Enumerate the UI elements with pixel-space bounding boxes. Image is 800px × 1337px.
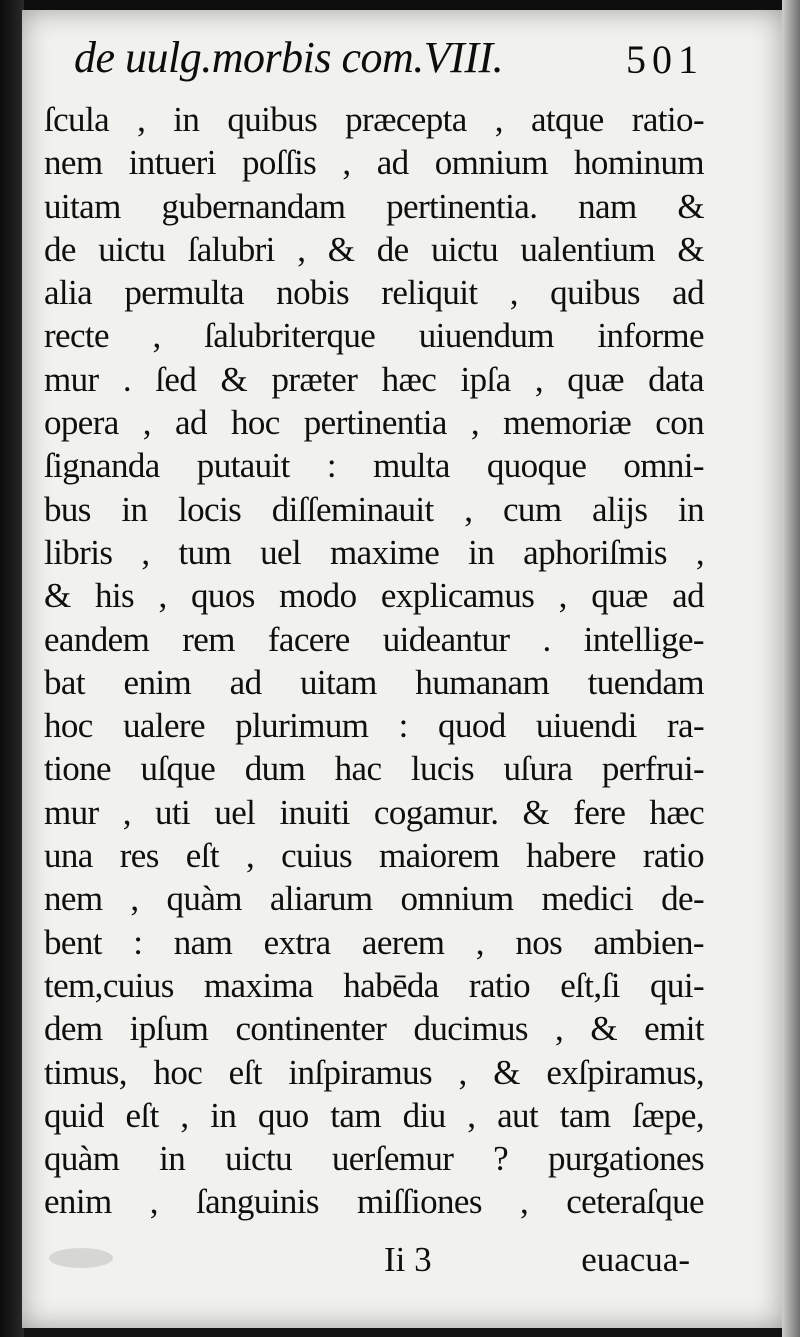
page-footer <box>44 1240 704 1290</box>
page-header <box>60 30 710 90</box>
text-line: recte , ſalubriterque uiuendum informe <box>44 316 704 356</box>
text-line: dem ipſum continenter ducimus , & emit <box>44 1009 704 1049</box>
text-line: de uictu ſalubri , & de uictu ualentium & <box>44 229 704 269</box>
text-line: quid eſt , in quo tam diu , aut tam ſæpe, <box>44 1095 704 1135</box>
text-line: timus, hoc eſt inſpiramus , & exſpiramus, <box>44 1052 704 1092</box>
text-line: nem intueri poſſis , ad omnium hominum <box>44 143 704 183</box>
text-line: & his , quos modo explicamus , quæ ad <box>44 576 704 616</box>
text-line: ſignanda putauit : multa quoque omni- <box>44 446 704 486</box>
running-title: de uulg.morbis com.VIII. <box>74 33 504 82</box>
text-line: eandem rem facere uideantur . intellige- <box>44 619 704 659</box>
text-line: opera , ad hoc pertinentia , memoriæ con <box>44 403 704 443</box>
text-line: mur , uti uel inuiti cogamur. & fere hæc <box>44 792 704 832</box>
left-binding-shadow <box>0 0 24 1337</box>
text-line: bat enim ad uitam humanam tuendam <box>44 662 704 702</box>
text-line: libris , tum uel maxime in aphoriſmis , <box>44 532 704 572</box>
text-line: quàm in uictu uerſemur ? purgationes <box>44 1139 704 1179</box>
catchword: euacua- <box>581 1240 690 1279</box>
text-line: ſcula , in quibus præcepta , atque ratio- <box>44 100 704 139</box>
text-line: bus in locis diſſeminauit , cum alijs in <box>44 489 704 529</box>
text-line: enim , ſanguinis miſſiones , ceteraſque <box>44 1182 704 1222</box>
text-line: nem , quàm aliarum omnium medici de- <box>44 879 704 919</box>
text-line: tione uſque dum hac lucis uſura perfrui- <box>44 749 704 789</box>
right-page-edge <box>782 0 800 1337</box>
body-text <box>44 98 704 1224</box>
text-line: hoc ualere plurimum : quod uiuendi ra- <box>44 706 704 746</box>
text-line: alia permulta nobis reliquit , quibus ad <box>44 273 704 313</box>
text-line: bent : nam extra aerem , nos ambien- <box>44 922 704 962</box>
text-line: una res eſt , cuius maiorem habere ratio <box>44 836 704 876</box>
signature-mark: Ii 3 <box>384 1240 432 1279</box>
text-line: mur . ſed & præter hæc ipſa , quæ data <box>44 359 704 399</box>
page-number: 501 <box>626 37 704 82</box>
text-line: tem,cuius maxima habēda ratio eſt,ſi qui- <box>44 965 704 1005</box>
text-line: uitam gubernandam pertinentia. nam & <box>44 186 704 226</box>
